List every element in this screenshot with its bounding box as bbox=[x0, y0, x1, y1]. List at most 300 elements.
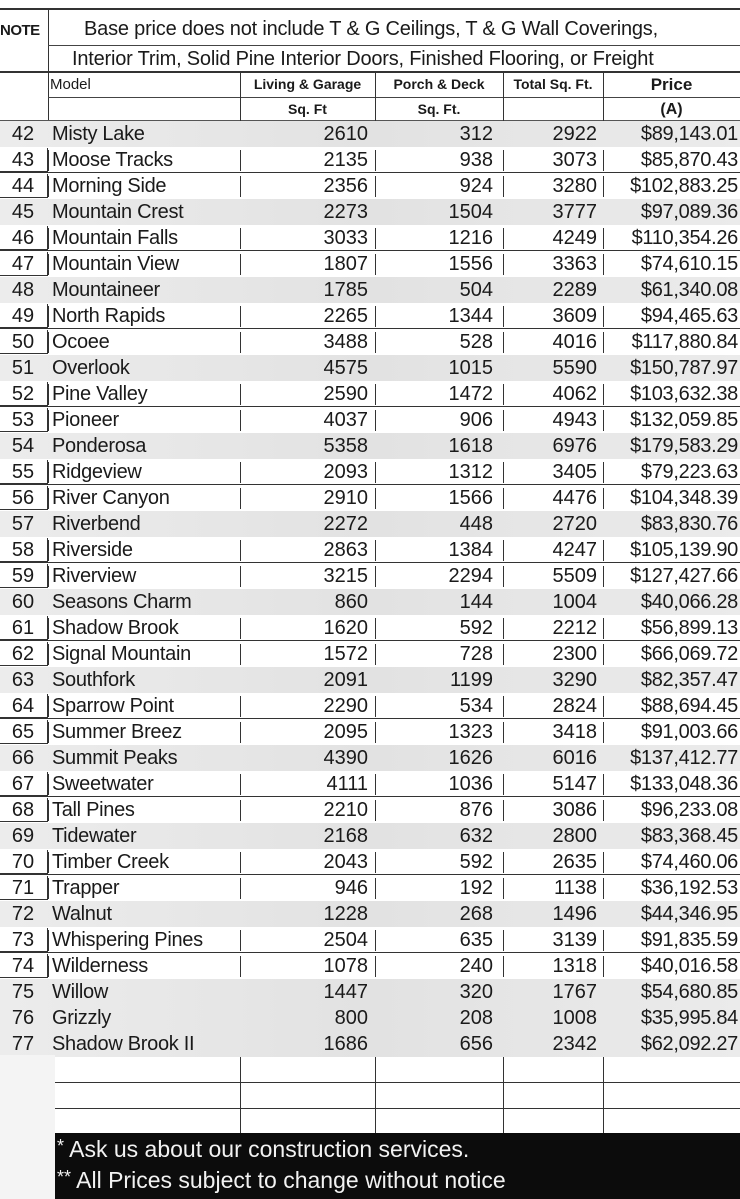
model-name: Trapper bbox=[52, 877, 120, 899]
cell-divider bbox=[503, 228, 504, 249]
cell-divider bbox=[375, 254, 376, 275]
living-garage-sqft: 2290 bbox=[323, 695, 368, 717]
porch-deck-sqft: 876 bbox=[459, 799, 493, 821]
cell-divider bbox=[603, 410, 604, 431]
row-number: 52 bbox=[11, 383, 35, 405]
model-name: Moose Tracks bbox=[52, 149, 173, 171]
cell-divider bbox=[48, 488, 49, 509]
row-number: 61 bbox=[11, 617, 35, 639]
cell-divider bbox=[48, 800, 49, 821]
cell-divider bbox=[240, 696, 241, 717]
living-garage-sqft: 4037 bbox=[323, 409, 368, 431]
total-sqft: 2800 bbox=[552, 825, 597, 847]
cell-divider bbox=[375, 1083, 376, 1109]
cell-divider bbox=[503, 800, 504, 821]
porch-deck-sqft: 320 bbox=[459, 981, 493, 1003]
living-garage-sqft: 1785 bbox=[323, 279, 368, 301]
price: $91,835.59 bbox=[640, 929, 738, 951]
price: $85,870.43 bbox=[640, 149, 738, 171]
porch-deck-sqft: 504 bbox=[459, 279, 493, 301]
model-name: Riverside bbox=[52, 539, 133, 561]
price: $79,223.63 bbox=[640, 461, 738, 483]
cell-divider bbox=[375, 930, 376, 951]
cell-divider bbox=[48, 462, 49, 483]
cell-divider bbox=[503, 956, 504, 977]
row-number: 74 bbox=[11, 955, 35, 977]
cell-divider bbox=[503, 540, 504, 561]
model-name: Walnut bbox=[52, 903, 112, 925]
table-row bbox=[0, 537, 740, 563]
cell-divider bbox=[503, 566, 504, 587]
price: $89,143.01 bbox=[640, 123, 738, 145]
cell-divider bbox=[48, 696, 49, 717]
model-name: Timber Creek bbox=[52, 851, 169, 873]
row-number: 50 bbox=[11, 331, 35, 353]
living-garage-sqft: 2091 bbox=[323, 669, 368, 691]
row-number: 71 bbox=[11, 877, 35, 899]
column-divider bbox=[603, 73, 604, 121]
table-row bbox=[0, 407, 740, 433]
table-row bbox=[0, 693, 740, 719]
model-name: Misty Lake bbox=[52, 123, 145, 145]
cell-divider bbox=[240, 176, 241, 197]
model-name: Whispering Pines bbox=[52, 929, 203, 951]
total-sqft: 3405 bbox=[552, 461, 597, 483]
model-name: Pioneer bbox=[52, 409, 119, 431]
table-row bbox=[0, 771, 740, 797]
cell-divider bbox=[603, 254, 604, 275]
price: $103,632.38 bbox=[630, 383, 738, 405]
living-garage-sqft: 1620 bbox=[323, 617, 368, 639]
empty-table-row bbox=[0, 1109, 740, 1135]
living-garage-sqft: 1078 bbox=[323, 955, 368, 977]
price: $40,016.58 bbox=[640, 955, 738, 977]
porch-deck-sqft: 728 bbox=[459, 643, 493, 665]
table-row bbox=[0, 303, 740, 329]
table-row bbox=[0, 329, 740, 355]
living-garage-sqft: 2273 bbox=[323, 201, 368, 223]
price: $62,092.27 bbox=[640, 1033, 738, 1055]
total-sqft: 3777 bbox=[552, 201, 597, 223]
table-row bbox=[0, 1031, 740, 1057]
cell-divider bbox=[240, 384, 241, 405]
total-sqft: 3609 bbox=[552, 305, 597, 327]
table-row bbox=[0, 433, 740, 459]
cell-divider bbox=[48, 176, 49, 197]
living-garage-sqft: 860 bbox=[334, 591, 368, 613]
model-name: Pine Valley bbox=[52, 383, 148, 405]
cell-divider bbox=[503, 722, 504, 743]
table-row bbox=[0, 381, 740, 407]
cell-divider bbox=[503, 930, 504, 951]
row-number: 69 bbox=[11, 825, 35, 847]
porch-deck-sqft: 592 bbox=[459, 851, 493, 873]
total-sqft: 4249 bbox=[552, 227, 597, 249]
table-row bbox=[0, 641, 740, 667]
model-name: Mountain Crest bbox=[52, 201, 184, 223]
cell-divider bbox=[240, 462, 241, 483]
cell-divider bbox=[375, 410, 376, 431]
cell-divider bbox=[375, 878, 376, 899]
model-name: Shadow Brook bbox=[52, 617, 179, 639]
cell-divider bbox=[240, 878, 241, 899]
price: $133,048.36 bbox=[630, 773, 738, 795]
cell-divider bbox=[240, 956, 241, 977]
cell-divider bbox=[240, 228, 241, 249]
living-garage-sqft: 2504 bbox=[323, 929, 368, 951]
porch-deck-sqft: 448 bbox=[459, 513, 493, 535]
cell-divider bbox=[240, 566, 241, 587]
price: $44,346.95 bbox=[640, 903, 738, 925]
cell-divider bbox=[503, 176, 504, 197]
table-row bbox=[0, 485, 740, 511]
cell-divider bbox=[240, 254, 241, 275]
cell-divider bbox=[603, 228, 604, 249]
cell-divider bbox=[503, 1083, 504, 1109]
model-name: Tidewater bbox=[52, 825, 137, 847]
living-garage-sqft: 3488 bbox=[323, 331, 368, 353]
table-row bbox=[0, 927, 740, 953]
price: $83,368.45 bbox=[640, 825, 738, 847]
living-garage-sqft: 2863 bbox=[323, 539, 368, 561]
total-sqft: 1496 bbox=[552, 903, 597, 925]
price: $74,460.06 bbox=[640, 851, 738, 873]
table-row bbox=[0, 173, 740, 199]
living-garage-sqft: 2910 bbox=[323, 487, 368, 509]
living-garage-sqft: 4575 bbox=[323, 357, 368, 379]
model-name: Grizzly bbox=[52, 1007, 112, 1029]
cell-divider bbox=[375, 1057, 376, 1083]
cell-divider bbox=[48, 228, 49, 249]
porch-deck-sqft: 1626 bbox=[448, 747, 493, 769]
left-margin bbox=[0, 1055, 55, 1199]
cell-divider bbox=[240, 618, 241, 639]
cell-divider bbox=[375, 722, 376, 743]
cell-divider bbox=[240, 1057, 241, 1083]
header-model-label: Model bbox=[50, 76, 91, 93]
footnote-mark: * bbox=[57, 1136, 65, 1156]
cell-divider bbox=[375, 774, 376, 795]
cell-divider bbox=[240, 800, 241, 821]
cell-divider bbox=[503, 644, 504, 665]
porch-deck-sqft: 635 bbox=[459, 929, 493, 951]
total-sqft: 4943 bbox=[552, 409, 597, 431]
total-sqft: 3290 bbox=[552, 669, 597, 691]
total-sqft: 4247 bbox=[552, 539, 597, 561]
price: $117,880.84 bbox=[631, 331, 738, 353]
porch-deck-sqft: 144 bbox=[459, 591, 493, 613]
cell-divider bbox=[603, 878, 604, 899]
table-row bbox=[0, 589, 740, 615]
cell-divider bbox=[240, 774, 241, 795]
model-name: Sweetwater bbox=[52, 773, 154, 795]
cell-divider bbox=[503, 774, 504, 795]
header-mid-rule bbox=[48, 97, 740, 98]
model-name: Wilderness bbox=[52, 955, 148, 977]
model-name: North Rapids bbox=[52, 305, 166, 327]
cell-divider bbox=[503, 878, 504, 899]
porch-deck-sqft: 632 bbox=[459, 825, 493, 847]
cell-divider bbox=[48, 956, 49, 977]
price: $127,427.66 bbox=[630, 565, 738, 587]
price: $132,059.85 bbox=[630, 409, 738, 431]
porch-deck-sqft: 528 bbox=[459, 331, 493, 353]
cell-divider bbox=[375, 306, 376, 327]
total-sqft: 2342 bbox=[552, 1033, 597, 1055]
price: $179,583.29 bbox=[630, 435, 738, 457]
header-price-label: Price bbox=[650, 75, 693, 94]
price: $82,357.47 bbox=[640, 669, 738, 691]
header-living-unit: Sq. Ft bbox=[288, 101, 327, 117]
note-text-line-2: Interior Trim, Solid Pine Interior Doors, Finished Flooring, or Freight bbox=[72, 48, 654, 70]
cell-divider bbox=[503, 306, 504, 327]
model-name: River Canyon bbox=[52, 487, 170, 509]
cell-divider bbox=[48, 930, 49, 951]
table-row bbox=[0, 823, 740, 849]
porch-deck-sqft: 656 bbox=[459, 1033, 493, 1055]
cell-divider bbox=[603, 644, 604, 665]
cell-divider bbox=[503, 254, 504, 275]
living-garage-sqft: 3033 bbox=[323, 227, 368, 249]
row-number: 60 bbox=[11, 591, 35, 613]
living-garage-sqft: 2093 bbox=[323, 461, 368, 483]
living-garage-sqft: 2135 bbox=[323, 149, 368, 171]
porch-deck-sqft: 1216 bbox=[448, 227, 493, 249]
porch-deck-sqft: 1384 bbox=[448, 539, 493, 561]
price: $40,066.28 bbox=[640, 591, 738, 613]
row-number: 77 bbox=[11, 1033, 35, 1055]
header-living-label: Living & Garage bbox=[253, 76, 362, 92]
total-sqft: 4016 bbox=[552, 331, 597, 353]
model-name: Morning Side bbox=[52, 175, 167, 197]
price: $96,233.08 bbox=[640, 799, 738, 821]
cell-divider bbox=[603, 150, 604, 171]
cell-divider bbox=[48, 410, 49, 431]
model-name: Tall Pines bbox=[52, 799, 135, 821]
header-total-label: Total Sq. Ft. bbox=[513, 76, 593, 92]
table-row bbox=[0, 459, 740, 485]
model-name: Southfork bbox=[52, 669, 135, 691]
cell-divider bbox=[503, 852, 504, 873]
cell-divider bbox=[48, 332, 49, 353]
cell-divider bbox=[603, 852, 604, 873]
cell-divider bbox=[503, 1109, 504, 1135]
table-row bbox=[0, 199, 740, 225]
price: $150,787.97 bbox=[630, 357, 738, 379]
living-garage-sqft: 1807 bbox=[323, 253, 368, 275]
living-garage-sqft: 3215 bbox=[323, 565, 368, 587]
porch-deck-sqft: 534 bbox=[459, 695, 493, 717]
row-number: 46 bbox=[11, 227, 35, 249]
row-number: 76 bbox=[11, 1007, 35, 1029]
cell-divider bbox=[48, 384, 49, 405]
footer-text-1: Ask us about our construction services. bbox=[69, 1136, 470, 1162]
header-price-unit: (A) bbox=[660, 101, 683, 118]
cell-divider bbox=[603, 774, 604, 795]
price: $74,610.15 bbox=[640, 253, 738, 275]
price: $94,465.63 bbox=[640, 305, 738, 327]
cell-divider bbox=[375, 618, 376, 639]
cell-divider bbox=[375, 1109, 376, 1135]
porch-deck-sqft: 1015 bbox=[448, 357, 493, 379]
cell-divider bbox=[240, 852, 241, 873]
porch-deck-sqft: 312 bbox=[459, 123, 493, 145]
cell-divider bbox=[503, 462, 504, 483]
row-number: 68 bbox=[11, 799, 35, 821]
cell-divider bbox=[503, 696, 504, 717]
total-sqft: 5147 bbox=[552, 773, 597, 795]
total-sqft: 4476 bbox=[552, 487, 597, 509]
table-row bbox=[0, 251, 740, 277]
porch-deck-sqft: 1312 bbox=[448, 461, 493, 483]
living-garage-sqft: 800 bbox=[334, 1007, 368, 1029]
header-porch-unit: Sq. Ft. bbox=[417, 101, 461, 117]
cell-divider bbox=[48, 774, 49, 795]
living-garage-sqft: 2043 bbox=[323, 851, 368, 873]
row-number: 64 bbox=[11, 695, 35, 717]
price-table-body bbox=[0, 121, 740, 1057]
row-number: 42 bbox=[11, 123, 35, 145]
cell-divider bbox=[48, 852, 49, 873]
living-garage-sqft: 2610 bbox=[323, 123, 368, 145]
price: $102,883.25 bbox=[630, 175, 738, 197]
note-text-line-1: Base price does not include T & G Ceilings, T & G Wall Coverings, bbox=[84, 18, 658, 40]
living-garage-sqft: 2590 bbox=[323, 383, 368, 405]
total-sqft: 5590 bbox=[552, 357, 597, 379]
price: $83,830.76 bbox=[640, 513, 738, 535]
cell-divider bbox=[240, 1109, 241, 1135]
price: $56,899.13 bbox=[640, 617, 738, 639]
row-number: 72 bbox=[11, 903, 35, 925]
total-sqft: 2635 bbox=[552, 851, 597, 873]
porch-deck-sqft: 592 bbox=[459, 617, 493, 639]
cell-divider bbox=[603, 488, 604, 509]
porch-deck-sqft: 1344 bbox=[448, 305, 493, 327]
cell-divider bbox=[375, 644, 376, 665]
model-name: Summit Peaks bbox=[52, 747, 178, 769]
cell-divider bbox=[503, 618, 504, 639]
porch-deck-sqft: 1036 bbox=[448, 773, 493, 795]
row-number: 48 bbox=[11, 279, 35, 301]
cell-divider bbox=[603, 306, 604, 327]
model-name: Riverview bbox=[52, 565, 136, 587]
table-row bbox=[0, 147, 740, 173]
living-garage-sqft: 2210 bbox=[323, 799, 368, 821]
cell-divider bbox=[48, 150, 49, 171]
table-row bbox=[0, 121, 740, 147]
price: $54,680.85 bbox=[640, 981, 738, 1003]
price: $110,354.26 bbox=[631, 227, 738, 249]
cell-divider bbox=[240, 644, 241, 665]
total-sqft: 3086 bbox=[552, 799, 597, 821]
cell-divider bbox=[375, 228, 376, 249]
total-sqft: 2922 bbox=[552, 123, 597, 145]
living-garage-sqft: 2095 bbox=[323, 721, 368, 743]
model-name: Mountaineer bbox=[52, 279, 160, 301]
living-garage-sqft: 946 bbox=[334, 877, 368, 899]
cell-divider bbox=[603, 1109, 604, 1135]
footnote-mark: ** bbox=[57, 1167, 72, 1187]
cell-divider bbox=[375, 150, 376, 171]
cell-divider bbox=[240, 332, 241, 353]
empty-table-row bbox=[0, 1083, 740, 1109]
row-number: 49 bbox=[11, 305, 35, 327]
living-garage-sqft: 2356 bbox=[323, 175, 368, 197]
total-sqft: 1004 bbox=[552, 591, 597, 613]
table-row bbox=[0, 511, 740, 537]
total-sqft: 6016 bbox=[552, 747, 597, 769]
price: $97,089.36 bbox=[640, 201, 738, 223]
porch-deck-sqft: 1199 bbox=[449, 669, 493, 691]
cell-divider bbox=[375, 176, 376, 197]
porch-deck-sqft: 268 bbox=[459, 903, 493, 925]
table-row bbox=[0, 225, 740, 251]
cell-divider bbox=[503, 150, 504, 171]
row-number: 55 bbox=[11, 461, 35, 483]
cell-divider bbox=[503, 332, 504, 353]
model-name: Signal Mountain bbox=[52, 643, 191, 665]
row-number: 54 bbox=[11, 435, 35, 457]
row-number: 66 bbox=[11, 747, 35, 769]
cell-divider bbox=[48, 618, 49, 639]
cell-divider bbox=[48, 540, 49, 561]
cell-divider bbox=[603, 566, 604, 587]
living-garage-sqft: 1228 bbox=[323, 903, 368, 925]
table-row bbox=[0, 901, 740, 927]
row-number: 57 bbox=[11, 513, 35, 535]
cell-divider bbox=[603, 930, 604, 951]
column-divider bbox=[375, 73, 376, 121]
total-sqft: 3418 bbox=[552, 721, 597, 743]
table-row bbox=[0, 953, 740, 979]
cell-divider bbox=[375, 566, 376, 587]
note-rule bbox=[48, 45, 740, 46]
porch-deck-sqft: 2294 bbox=[448, 565, 493, 587]
total-sqft: 5509 bbox=[552, 565, 597, 587]
living-garage-sqft: 2168 bbox=[323, 825, 368, 847]
cell-divider bbox=[503, 384, 504, 405]
note-label: NOTE bbox=[0, 22, 40, 39]
cell-divider bbox=[375, 332, 376, 353]
cell-divider bbox=[240, 306, 241, 327]
table-row bbox=[0, 719, 740, 745]
cell-divider bbox=[603, 1057, 604, 1083]
model-name: Overlook bbox=[52, 357, 130, 379]
row-number: 47 bbox=[11, 253, 35, 275]
row-number: 73 bbox=[11, 929, 35, 951]
total-sqft: 3280 bbox=[552, 175, 597, 197]
row-number: 65 bbox=[11, 721, 35, 743]
model-name: Mountain View bbox=[52, 253, 179, 275]
total-sqft: 3139 bbox=[552, 929, 597, 951]
porch-deck-sqft: 1556 bbox=[448, 253, 493, 275]
table-row bbox=[0, 277, 740, 303]
table-row bbox=[0, 563, 740, 589]
price: $61,340.08 bbox=[640, 279, 738, 301]
total-sqft: 3363 bbox=[552, 253, 597, 275]
table-row bbox=[0, 979, 740, 1005]
table-row bbox=[0, 615, 740, 641]
living-garage-sqft: 1686 bbox=[323, 1033, 368, 1055]
living-garage-sqft: 5358 bbox=[323, 435, 368, 457]
cell-divider bbox=[603, 722, 604, 743]
cell-divider bbox=[603, 956, 604, 977]
table-row bbox=[0, 1005, 740, 1031]
total-sqft: 3073 bbox=[552, 149, 597, 171]
cell-divider bbox=[603, 176, 604, 197]
porch-deck-sqft: 240 bbox=[459, 955, 493, 977]
porch-deck-sqft: 1566 bbox=[448, 487, 493, 509]
